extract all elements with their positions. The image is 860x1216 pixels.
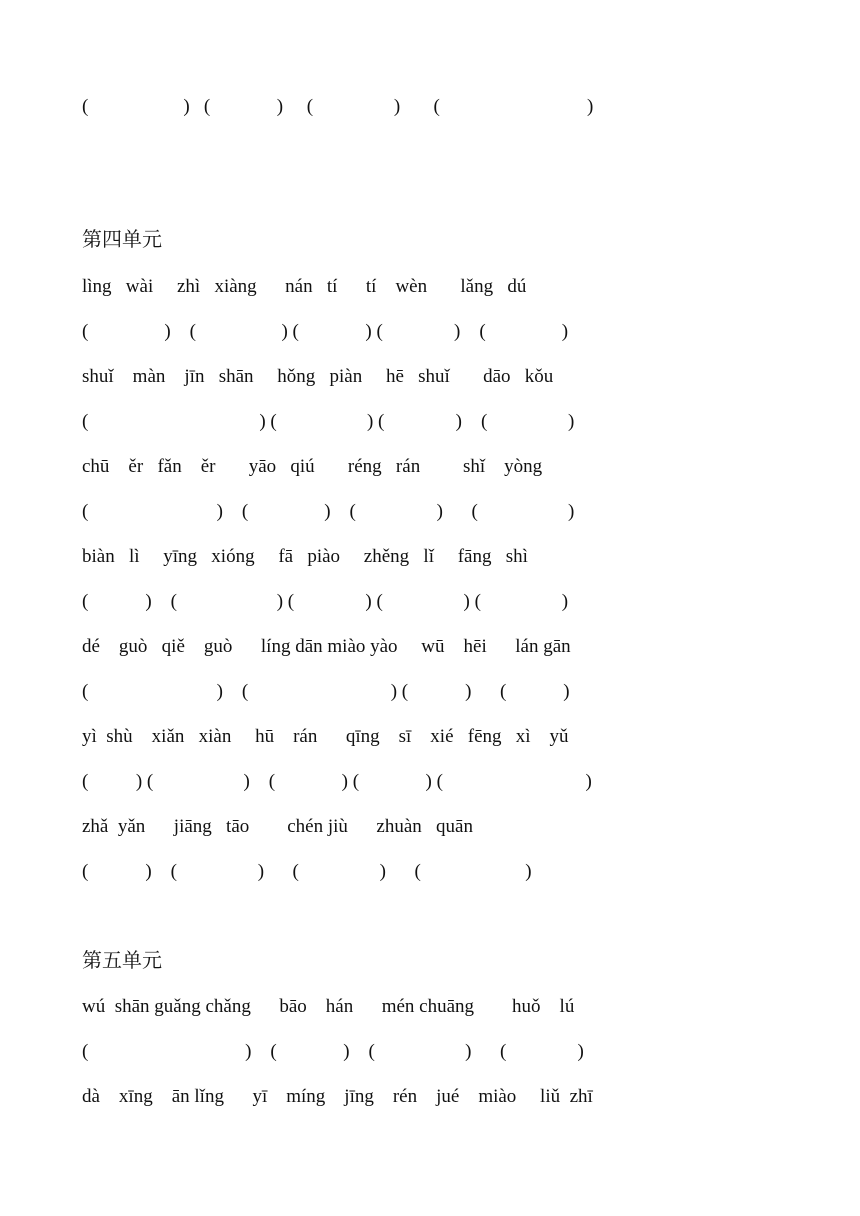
unit-five-heading: 第五单元 [82,950,162,972]
answer-blanks-row: ( ) ( ) ( ) ( ) [82,1041,584,1062]
pinyin-row: dà xīng ān lǐng yī míng jīng rén jué miào liǔ zhī [82,1086,593,1107]
answer-blanks-row: ( ) ( ) ( ) ( ) ( ) [82,321,569,342]
pinyin-row: zhǎ yǎn jiāng tāo chén jiù zhuàn quān [82,816,473,837]
pinyin-row: shuǐ màn jīn shān hǒng piàn hē shuǐ dāo kǒu [82,366,554,387]
answer-blanks-row: ( ) ( ) ( ) ( ) [82,96,594,117]
answer-blanks-row: ( ) ( ) ( ) ( ) [82,861,532,882]
pinyin-row: dé guò qiě guò líng dān miào yào wū hēi lán gān [82,636,571,657]
answer-blanks-row: ( ) ( ) ( ) ( ) ( ) [82,591,569,612]
answer-blanks-row: ( ) ( ) ( ) ( ) [82,681,570,702]
pinyin-row: biàn lì yīng xióng fā piào zhěng lǐ fāng shì [82,546,528,567]
answer-blanks-row: ( ) ( ) ( ) ( ) [82,501,575,522]
pinyin-row: chū ěr fǎn ěr yāo qiú réng rán shǐ yòng [82,456,543,477]
pinyin-row: yì shù xiǎn xiàn hū rán qīng sī xié fēng xì yǔ [82,726,569,747]
answer-blanks-row: ( ) ( ) ( ) ( ) ( ) [82,771,592,792]
pinyin-row: wú shān guǎng chǎng bāo hán mén chuāng huǒ lú [82,996,575,1017]
pinyin-row: lìng wài zhì xiàng nán tí tí wèn lǎng dú [82,276,527,297]
unit-four-heading: 第四单元 [82,229,162,251]
answer-blanks-row: ( ) ( ) ( ) ( ) [82,411,575,432]
